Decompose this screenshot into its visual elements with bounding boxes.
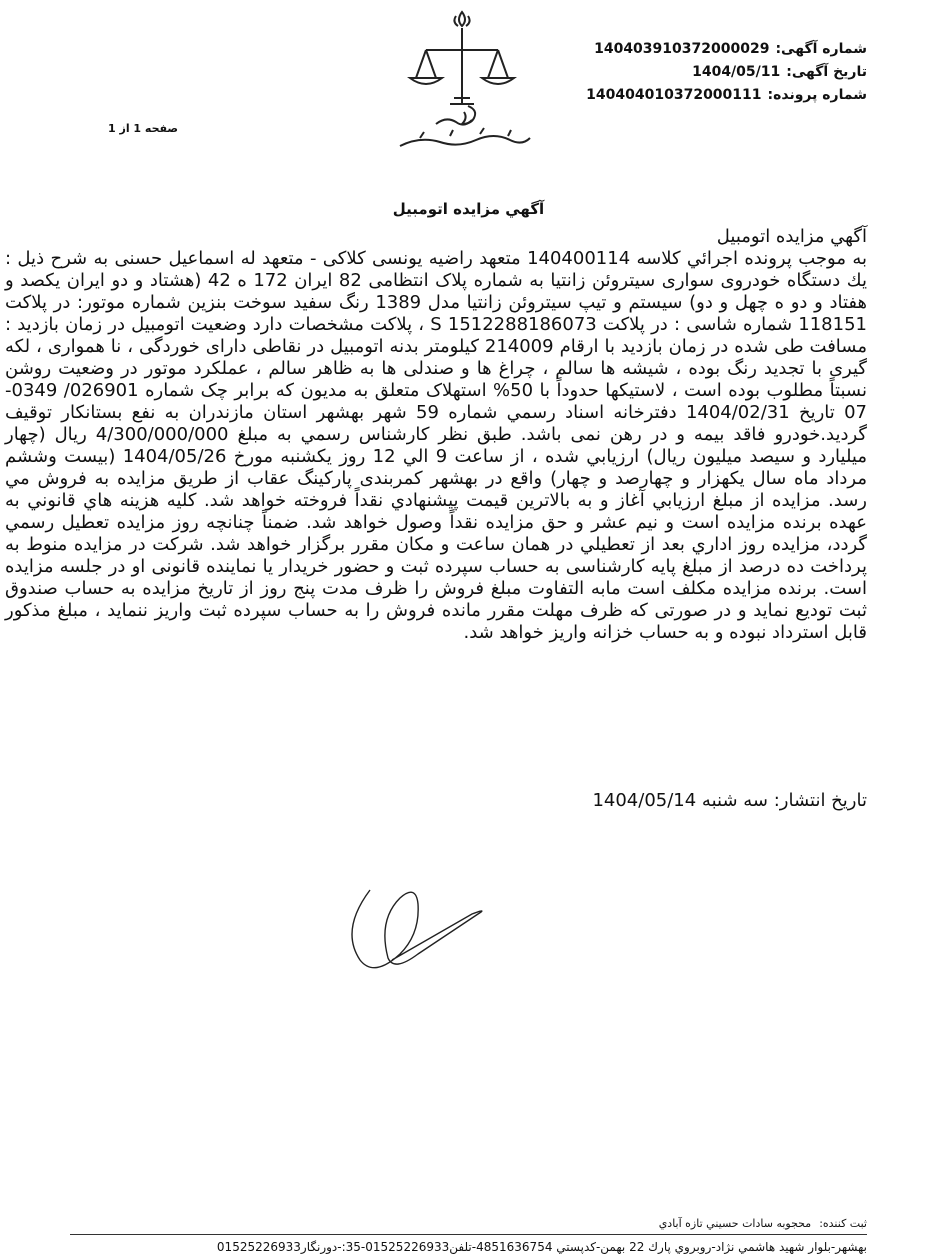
notice-heading: آگهي مزايده اتومبيل: [716, 226, 867, 247]
page-number: صفحه 1 از 1: [108, 122, 179, 135]
judiciary-emblem-icon: [380, 6, 550, 156]
case-number-row: [586, 84, 867, 107]
case-number-label: شماره پرونده:: [767, 87, 867, 103]
registrar-name: محجوبه سادات حسيني تازه آبادي: [658, 1217, 812, 1230]
ad-number-row: [586, 38, 867, 61]
office-address: بهشهر-بلوار شهيد هاشمي نژاد-روبروي پارك 22 بهمن-كدپستي 4851636754-تلفن01525226933-35:-دورنگار01525226933: [216, 1240, 867, 1254]
publish-value: سه شنبه 1404/05/14: [592, 790, 768, 811]
publish-date: [592, 790, 867, 811]
ad-date-row: [586, 61, 867, 84]
document-title: آگهي مزايده اتومبيل: [392, 200, 545, 218]
case-number: 140404010372000111: [586, 87, 762, 103]
ad-metadata: [586, 38, 867, 107]
publish-label: تاریخ انتشار:: [773, 790, 867, 811]
footer-divider: [70, 1234, 867, 1235]
ad-number: 140403910372000029: [594, 41, 770, 57]
ad-number-label: شماره آگهی:: [775, 41, 867, 57]
registrar-label: ثبت کننده:: [819, 1217, 867, 1230]
notice-body: [5, 226, 867, 644]
signature-icon: [330, 860, 520, 980]
ad-date-label: تاریخ آگهی:: [786, 64, 867, 80]
registrar: [659, 1217, 867, 1230]
notice-paragraph: به موجب پرونده اجرائي كلاسه 140400114 متعهد راضیه یونسی کلاکی - متعهد له اسماعیل حسنی به شرح ذیل : یك دستگاه خودروی سواری سیتروئن زانتیا به شماره پلاک انتظامی 82 ایران 172 ه 42 (هشتاد و دو ایران یکصد و هفتاد و دو ه چهل و دو) سیستم و تیپ سیتروئن زانتیا مدل 1389 رنگ سفید سوخت بنزین شماره موتور: در پلاکت 118151 شماره شاسی : در پلاکت S 1512288186073 ، پلاکت مشخصات دارد وضعیت اتومبیل در زمان بازدید : مسافت طی شده در زمان بازدید با ارقام 214009 کیلومتر بدنه اتومبیل در نقاطی دارای خوردگی ، نا همواری ، لکه گیری با تجدید رنگ بوده ، شیشه ها سالم ، چراغ ها و صندلی ها به ظاهر سالم ، عملکرد موتور در وضعیت روشن نسبتاً مطلوب بوده است ، لاستیکها حدوداً با 50% استهلاک متعلق به مدیون که برابر چک شماره 026901/ 0349-07 تاریخ 1404/02/31 دفترخانه اسناد رسمي شماره 59 شهر بهشهر استان مازندران به نفع بستانکار توقیف گردید.خودرو فاقد بیمه و در رهن نمی باشد. طبق نظر كارشناس رسمي به مبلغ 4/300/000/000 ريال (چهار میلیارد و سیصد میلیون ریال) ارزيابي شده ، از ساعت 9 الي 12 روز يكشنبه مورخ 1404/05/26 (بیست وششم مرداد ماه سال یکهزار و چهارصد و چهار) واقع در بهشهر کمربندی پارکینگ عقاب از طريق مزايده به فروش مي رسد. مزايده از مبلغ ارزيابي آغاز و به بالاترين قيمت پيشنهادي نقداً فروخته خواهد شد. كليه هزينه هاي قانوني به عهده برنده مزايده است و نيم عشر و حق مزايده نقداً وصول خواهد شد. ضمناً چنانچه روز مزايده تعطيل رسمي گردد، مزايده روز اداري بعد از تعطيلي در همان ساعت و مكان مقرر برگزار خواهد شد. شرکت در مزایده منوط به پرداخت ده درصد از مبلغ پایه کارشناسی به حساب سپرده ثبت و حضور خریدار یا نماینده قانونی او در جلسه مزایده است. برنده مزایده مکلف است مابه التفاوت مبلغ فروش را ظرف مدت پنج روز از تاریخ مزایده به حساب صندوق ثبت تودیع نماید و در صورتی که ظرف مهلت مقرر مانده فروش را به حساب سپرده ثبت واریز ننماید ، مبلغ مذکور قابل استرداد نبوده و به حساب خزانه واریز خواهد شد.: [5, 248, 868, 643]
ad-date: 1404/05/11: [692, 64, 781, 80]
